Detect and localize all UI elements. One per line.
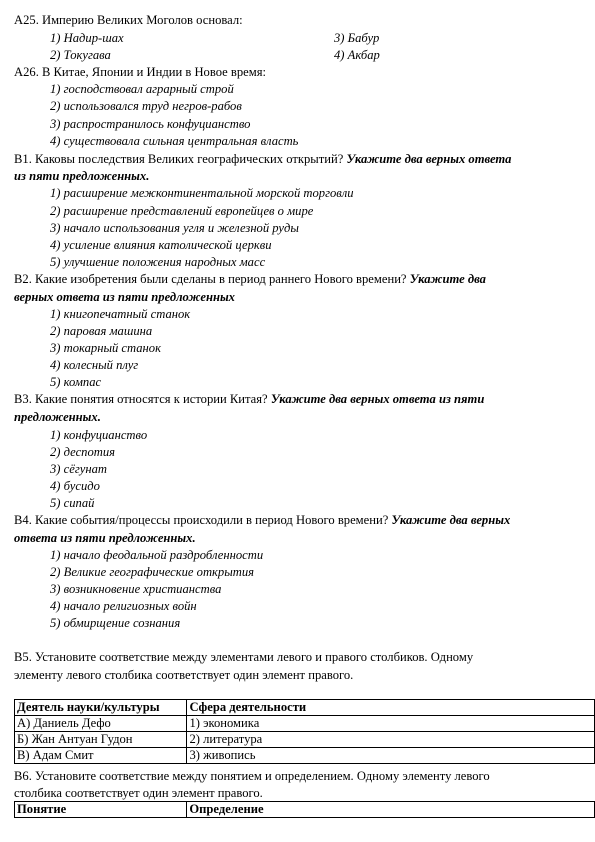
table-header-row	[15, 700, 595, 716]
option-b3-2: 2) деспотия	[50, 445, 116, 459]
question-b4-instruction-cont: ответа из пяти предложенных.	[14, 531, 196, 545]
table-cell: В) Адам Смит	[15, 748, 187, 764]
option-b3-5: 5) сипай	[50, 496, 95, 510]
table-cell: 2) литература	[187, 732, 595, 748]
table-row	[15, 732, 595, 748]
option-b1-1: 1) расширение межконтинентальной морской торговли	[50, 186, 354, 200]
question-b2-text: В2. Какие изобретения были сделаны в период раннего Нового времени?	[14, 272, 407, 286]
option-b2-4: 4) колесный плуг	[50, 358, 139, 372]
question-b3-instruction-cont: предложенных.	[14, 410, 101, 424]
question-b1-instruction-cont: из пяти предложенных.	[14, 169, 150, 183]
question-b2-instruction-cont: верных ответа из пяти предложенных	[14, 290, 235, 304]
table-header: Определение	[187, 802, 595, 818]
option-b3-1: 1) конфуцианство	[50, 428, 148, 442]
option-b4-1: 1) начало феодальной раздробленности	[50, 548, 264, 562]
question-b5-line1: В5. Установите соответствие между элементами левого и правого столбиков. Одному	[14, 650, 474, 664]
table-header: Деятель науки/культуры	[15, 700, 187, 716]
table-header-row	[15, 802, 595, 818]
question-b4	[14, 512, 510, 528]
option-a26-1: 1) господствовал аграрный строй	[50, 82, 234, 96]
table-cell: А) Даниель Дефо	[15, 716, 187, 732]
option-b4-4: 4) начало религиозных войн	[50, 599, 197, 613]
option-b4-5: 5) обмирщение сознания	[50, 616, 181, 630]
question-b2-instruction: Укажите два	[409, 272, 486, 286]
question-b3	[14, 391, 484, 407]
option-b1-2: 2) расширение представлений европейцев о мире	[50, 204, 314, 218]
b5-matching-table	[14, 699, 595, 764]
option-a25-1: 1) Надир-шах	[50, 31, 124, 45]
option-a26-4: 4) существовала сильная центральная власть	[50, 134, 299, 148]
option-b3-3: 3) сёгунат	[50, 462, 107, 476]
option-b1-3: 3) начало использования угля и железной руды	[50, 221, 299, 235]
question-b3-text: В3. Какие понятия относятся к истории Китая?	[14, 392, 268, 406]
question-a25: А25. Империю Великих Моголов основал:	[14, 13, 243, 27]
question-b6-line1: В6. Установите соответствие между понятием и определением. Одному элементу левого	[14, 769, 490, 783]
option-b2-1: 1) книгопечатный станок	[50, 307, 191, 321]
table-cell: Б) Жан Антуан Гудон	[15, 732, 187, 748]
question-b2	[14, 271, 486, 287]
table-row	[15, 748, 595, 764]
option-a26-3: 3) распространилось конфуцианство	[50, 117, 251, 131]
question-b1-instruction: Укажите два верных ответа	[346, 152, 512, 166]
option-b3-4: 4) бусидо	[50, 479, 100, 493]
table-header: Сфера деятельности	[187, 700, 595, 716]
option-b2-5: 5) компас	[50, 375, 102, 389]
option-b4-3: 3) возникновение христианства	[50, 582, 222, 596]
question-a26: А26. В Китае, Японии и Индии в Новое время:	[14, 65, 266, 79]
option-b1-4: 4) усиление влияния католической церкви	[50, 238, 272, 252]
option-a25-3: 3) Бабур	[334, 31, 380, 45]
question-b5-line2: элементу левого столбика соответствует один элемент правого.	[14, 668, 354, 682]
question-b4-text: В4. Какие события/процессы происходили в период Нового времени?	[14, 513, 389, 527]
b6-matching-table	[14, 801, 595, 818]
question-b1-text: В1. Каковы последствия Великих географических открытий?	[14, 152, 344, 166]
table-cell: 1) экономика	[187, 716, 595, 732]
table-header: Понятие	[15, 802, 187, 818]
question-b6-line2: столбика соответствует один элемент правого.	[14, 786, 263, 800]
table-cell: 3) живопись	[187, 748, 595, 764]
option-a26-2: 2) использовался труд негров-рабов	[50, 99, 242, 113]
table-row	[15, 716, 595, 732]
option-a25-2: 2) Токугава	[50, 48, 111, 62]
option-b1-5: 5) улучшение положения народных масс	[50, 255, 266, 269]
option-b2-2: 2) паровая машина	[50, 324, 153, 338]
question-b4-instruction: Укажите два верных	[391, 513, 511, 527]
question-b1	[14, 151, 511, 167]
option-b4-2: 2) Великие географические открытия	[50, 565, 255, 579]
option-a25-4: 4) Акбар	[334, 48, 380, 62]
option-b2-3: 3) токарный станок	[50, 341, 161, 355]
question-b3-instruction: Укажите два верных ответа из пяти	[270, 392, 485, 406]
